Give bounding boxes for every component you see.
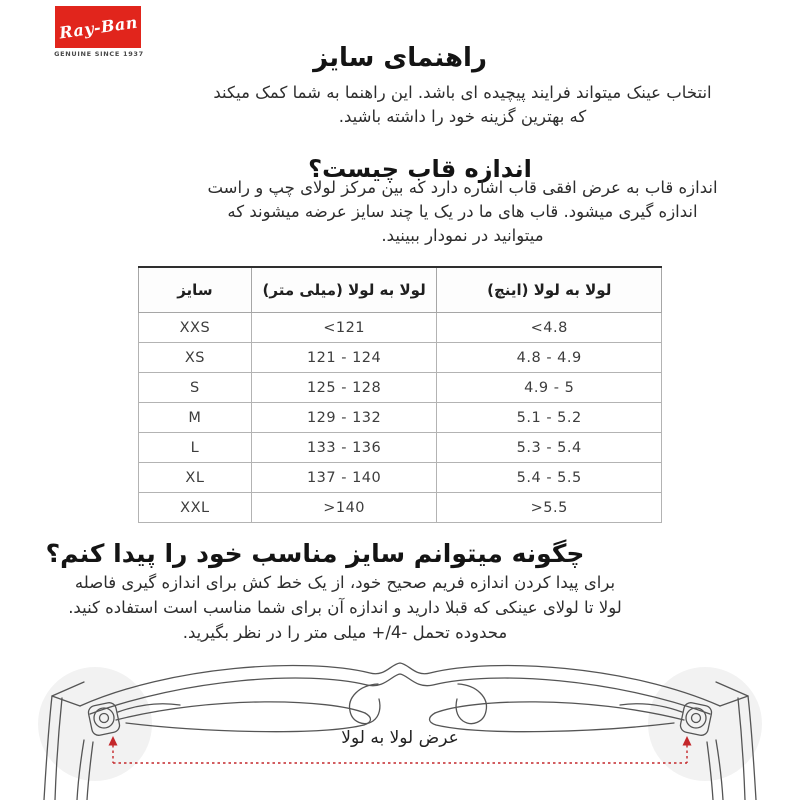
size-cell: XXS — [139, 313, 252, 343]
glasses-diagram — [0, 652, 800, 800]
inch-cell: 5.1 - 5.2 — [437, 403, 662, 433]
frame-size-heading: اندازه قاب چیست؟ — [308, 154, 532, 183]
mm-cell: 129 - 132 — [251, 403, 437, 433]
size-cell: L — [139, 433, 252, 463]
intro-line: انتخاب عینک میتواند فرایند پیچیده ای باشد. این راهنما به شما کمک میکند — [213, 83, 712, 102]
find-size-paragraph — [15, 570, 675, 645]
inch-cell: 5.4 - 5.5 — [437, 463, 662, 493]
find-size-heading: چگونه میتوانم سایز مناسب خود را پیدا کنم؟ — [45, 538, 585, 568]
column-mm: لولا به لولا (میلی متر) — [251, 267, 437, 313]
hinge-width-label: عرض لولا به لولا — [341, 728, 459, 748]
intro-paragraph — [130, 81, 795, 129]
column-size: سایز — [139, 267, 252, 313]
page-title: راهنمای سایز — [313, 43, 487, 74]
frame-size-line: میتوانید در نمودار ببینید. — [381, 226, 544, 245]
mm-cell: >140 — [251, 493, 437, 523]
inch-cell: 4.9 - 5 — [437, 373, 662, 403]
find-size-line: لولا تا لولای عینکی که قبلا دارید و اندازه آن برای شما مناسب است استفاده کنید. — [68, 598, 622, 617]
rayban-logo-tagline: GENUINE SINCE 1937 — [54, 50, 144, 58]
mm-cell: 125 - 128 — [251, 373, 437, 403]
table-row — [139, 313, 662, 343]
size-cell: M — [139, 403, 252, 433]
find-size-line: محدوده تحمل ‎+/4-‎ میلی متر را در نظر بگیرید. — [182, 623, 508, 642]
frame-size-paragraph — [130, 176, 795, 248]
rayban-logo-script: Ray-Ban — [57, 12, 139, 42]
nose-pad-left — [350, 684, 380, 724]
size-table — [138, 266, 662, 523]
size-cell: XXL — [139, 493, 252, 523]
table-row — [139, 403, 662, 433]
mm-cell: 137 - 140 — [251, 463, 437, 493]
inch-cell: <4.8 — [437, 313, 662, 343]
table-row — [139, 463, 662, 493]
size-cell: XS — [139, 343, 252, 373]
inch-cell: 4.8 - 4.9 — [437, 343, 662, 373]
inch-cell: >5.5 — [437, 493, 662, 523]
size-cell: S — [139, 373, 252, 403]
table-row — [139, 343, 662, 373]
frame-size-line: اندازه گیری میشود. قاب های ما در یک یا چند سایز عرضه میشوند که — [227, 202, 698, 221]
frame-size-line: اندازه قاب به عرض افقی قاب اشاره دارد که بین مرکز لولای چپ و راست — [207, 178, 718, 197]
inch-cell: 5.3 - 5.4 — [437, 433, 662, 463]
size-cell: XL — [139, 463, 252, 493]
mm-cell: 133 - 136 — [251, 433, 437, 463]
table-row — [139, 493, 662, 523]
find-size-line: برای پیدا کردن اندازه فریم صحیح خود، از یک خط کش برای اندازه گیری فاصله — [74, 573, 616, 592]
glasses-illustration — [0, 652, 800, 800]
mm-cell: 121 - 124 — [251, 343, 437, 373]
table-row — [139, 373, 662, 403]
rayban-logo — [55, 6, 141, 48]
size-table-header-row — [139, 267, 662, 313]
column-inch: لولا به لولا (اینچ) — [437, 267, 662, 313]
mm-cell: <121 — [251, 313, 437, 343]
intro-line: که بهترین گزینه خود را داشته باشید. — [338, 107, 587, 126]
table-row — [139, 433, 662, 463]
